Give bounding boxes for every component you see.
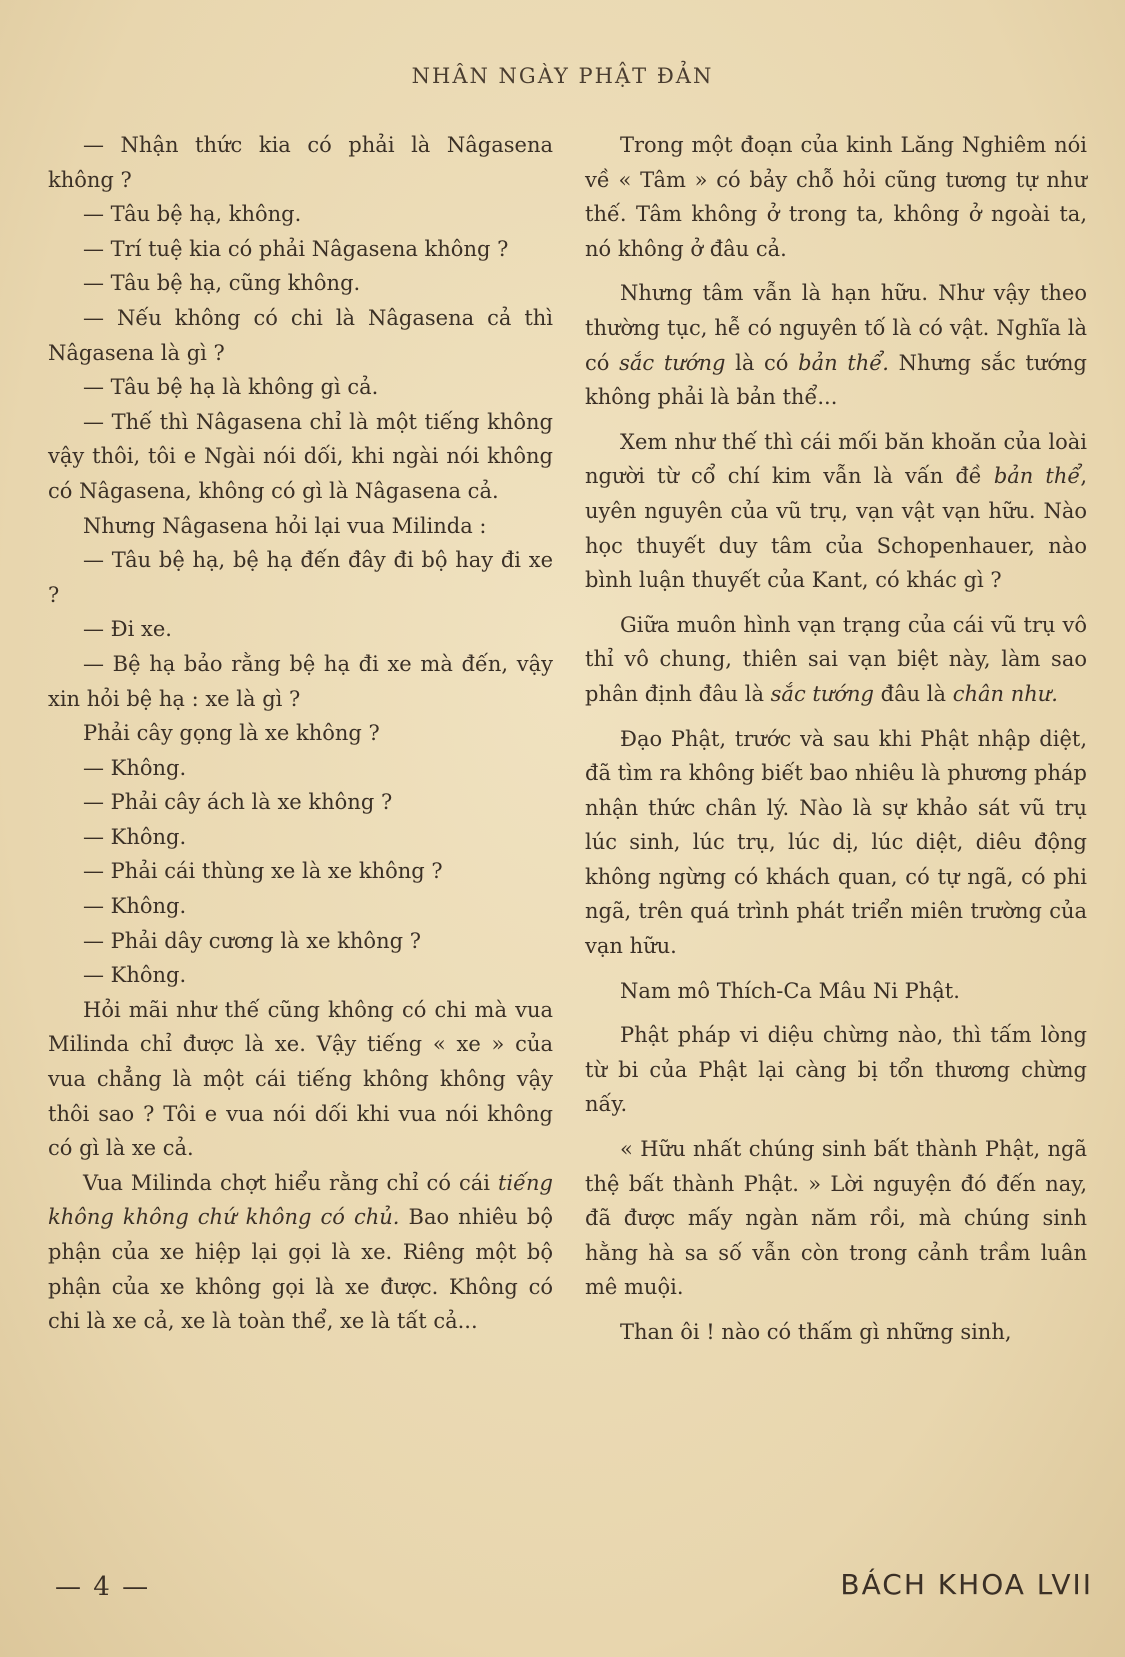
paragraph: Trong một đoạn của kinh Lăng Nghiêm nói về « Tâm » có bảy chỗ hỏi cũng tương tự như thế. Tâm không ở trong ta, không ở ngoài ta, nó không ở đâu cả. <box>585 133 1087 261</box>
paragraph: — Tâu bệ hạ, không. <box>83 202 302 227</box>
paragraph: Đạo Phật, trước và sau khi Phật nhập diệt, đã tìm ra không biết bao nhiêu là phương pháp nhận thức chân lý. Nào là sự khảo sát vũ trụ lúc sinh, lúc trụ, lúc dị, lúc diệt, diêu động không ngừng có khách quan, có tự ngã, có phi ngã, trên quá trình phát triển miên trường của vạn hữu. <box>585 726 1087 959</box>
paragraph: — Tâu bệ hạ là không gì cả. <box>83 375 379 400</box>
paragraph: Nam mô Thích-Ca Mâu Ni Phật. <box>620 978 960 1003</box>
paragraph: — Thế thì Nâgasena chỉ là một tiếng không vậy thôi, tôi e Ngài nói dối, khi ngài nói không có Nâgasena, không có gì là Nâgasena cả. <box>48 409 553 503</box>
paragraph: Phật pháp vi diệu chừng nào, thì tấm lòng từ bi của Phật lại càng bị tổn thương chừng nấy. <box>585 1023 1087 1117</box>
paragraph: — Trí tuệ kia có phải Nâgasena không ? <box>83 236 509 261</box>
paragraph: — Không. <box>83 963 187 988</box>
paragraph: — Nhận thức kia có phải là Nâgasena không ? <box>48 133 553 192</box>
paragraph: Phải cây gọng là xe không ? <box>83 721 380 746</box>
paragraph: — Không. <box>83 755 187 780</box>
paragraph: Than ôi ! nào có thấm gì những sinh, <box>620 1320 1012 1344</box>
paragraph: — Phải dây cương là xe không ? <box>83 928 421 953</box>
paragraph: Nhưng Nâgasena hỏi lại vua Milinda : <box>83 513 487 538</box>
paragraph: — Không. <box>83 894 187 919</box>
right-text-column <box>585 128 1087 1354</box>
paragraph: Xem như thế thì cái mối băn khoăn của loài người từ cổ chí kim vẫn là vấn đề bản thể, uyên nguyên của vũ trụ, vạn vật vạn hữu. Nào học thuyết duy tâm của Schopenhauer, nào bình luận thuyết của Kant, có khác gì ? <box>585 429 1087 593</box>
paragraph: — Bệ hạ bảo rằng bệ hạ đi xe mà đến, vậy xin hỏi bệ hạ : xe là gì ? <box>48 651 553 711</box>
paragraph: Vua Milinda chợt hiểu rằng chỉ có cái tiếng không không chứ không có chủ. Bao nhiêu bộ phận của xe hiệp lại gọi là xe. Riêng một bộ phận của xe không gọi là xe được. Không có chi là xe cả, xe là toàn thể, xe là tất cả... <box>48 1170 553 1334</box>
left-text-column <box>48 128 553 1339</box>
paragraph: — Phải cây ách là xe không ? <box>83 790 393 815</box>
paragraph: — Tâu bệ hạ, cũng không. <box>83 271 361 296</box>
paragraph: — Phải cái thùng xe là xe không ? <box>83 859 443 884</box>
paragraph: Hỏi mãi như thế cũng không có chi mà vua Milinda chỉ được là xe. Vậy tiếng « xe » của vua chẳng là một cái tiếng không không vậy thôi sao ? Tôi e vua nói dối khi vua nói không có gì là xe cả. <box>48 997 553 1161</box>
paragraph: Nhưng tâm vẫn là hạn hữu. Như vậy theo thường tục, hễ có nguyên tố là có vật. Nghĩa là có sắc tướng là có bản thể. Nhưng sắc tướng không phải là bản thể... <box>585 281 1087 410</box>
paragraph: — Nếu không có chi là Nâgasena cả thì Nâgasena là gì ? <box>48 305 553 365</box>
magazine-issue: BÁCH KHOA LVII <box>840 1568 1093 1601</box>
paragraph: — Đi xe. <box>83 617 172 642</box>
paragraph: Giữa muôn hình vạn trạng của cái vũ trụ vô thỉ vô chung, thiên sai vạn biệt này, làm sao phân định đâu là sắc tướng đâu là chân như. <box>585 612 1087 706</box>
paragraph: « Hữu nhất chúng sinh bất thành Phật, ngã thệ bất thành Phật. » Lời nguyện đó đến nay, đã được mấy ngàn năm rồi, mà chúng sinh hằng hà sa số vẫn còn trong cảnh trầm luân mê muội. <box>585 1137 1087 1300</box>
page-number: — 4 — <box>55 1572 151 1602</box>
paragraph: — Không. <box>83 824 187 849</box>
running-header: NHÂN NGÀY PHẬT ĐẢN <box>411 64 714 88</box>
paragraph: — Tâu bệ hạ, bệ hạ đến đây đi bộ hay đi xe ? <box>48 548 553 607</box>
